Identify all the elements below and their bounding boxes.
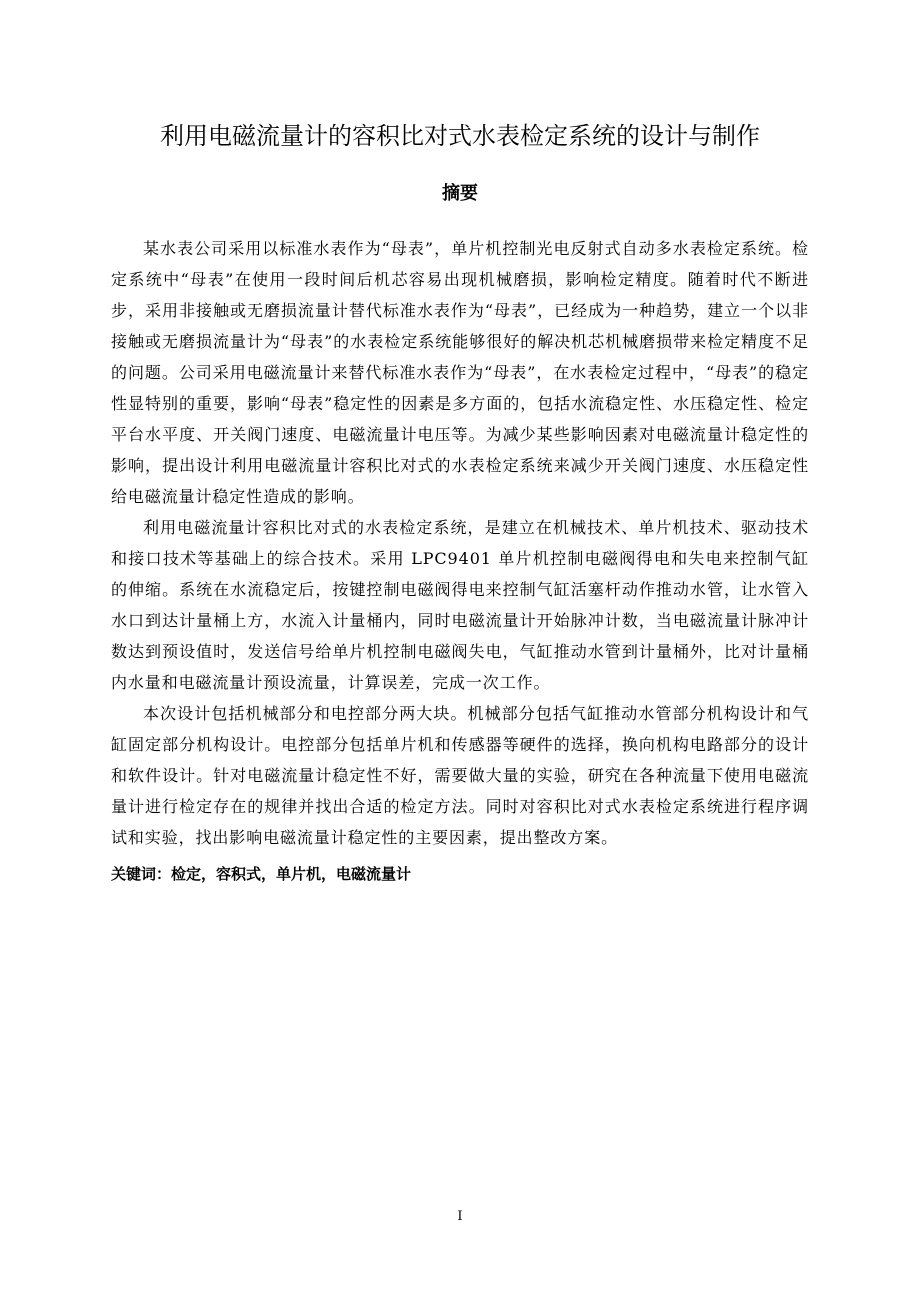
- abstract-heading: 摘要: [442, 183, 478, 204]
- abstract-paragraph: 本次设计包括机械部分和电控部分两大块。机械部分包括气缸推动水管部分机构设计和气缸固定部分机构设计。电控部分包括单片机和传感器等硬件的选择，换向机构电路部分的设计和软件设计。针对电磁流量计稳定性不好，需要做大量的实验，研究在各种流量下使用电磁流量计进行检定存在的规律并找出合适的检定方法。同时对容积比对式水表检定系统进行程序调试和实验，找出影响电磁流量计稳定性的主要因素，提出整改方案。: [111, 704, 809, 847]
- abstract-paragraph: 某水表公司采用以标准水表作为“母表”，单片机控制光电反射式自动多水表检定系统。检定系统中“母表”在使用一段时间后机芯容易出现机械磨损，影响检定精度。随着时代不断进步，采用非接触或无磨损流量计替代标准水表作为“母表”，已经成为一种趋势，建立一个以非接触或无磨损流量计为“母表”的水表检定系统能够很好的解决机芯机械磨损带来检定精度不足的问题。公司采用电磁流量计来替代标准水表作为“母表”，在水表检定过程中，“母表”的稳定性显特别的重要，影响“母表”稳定性的因素是多方面的，包括水流稳定性、水压稳定性、检定平台水平度、开关阀门速度、电磁流量计电压等。为减少某些影响因素对电磁流量计稳定性的影响，提出设计利用电磁流量计容积比对式的水表检定系统来减少开关阀门速度、水压稳定性给电磁流量计稳定性造成的影响。: [111, 239, 809, 506]
- abstract-paragraph: 利用电磁流量计容积比对式的水表检定系统，是建立在机械技术、单片机技术、驱动技术和接口技术等基础上的综合技术。采用 LPC9401 单片机控制电磁阀得电和失电来控制气缸的伸缩。系统在水流稳定后，按键控制电磁阀得电来控制气缸活塞杆动作推动水管，让水管入水口到达计量桶上方，水流入计量桶内，同时电磁流量计开始脉冲计数，当电磁流量计脉冲计数达到预设值时，发送信号给单片机控制电磁阀失电，气缸推动水管到计量桶外，比对计量桶内水量和电磁流量计预设流量，计算误差，完成一次工作。: [111, 518, 809, 692]
- abstract-body: [111, 233, 809, 853]
- page-number: I: [457, 1209, 463, 1224]
- document-title: 利用电磁流量计的容积比对式水表检定系统的设计与制作: [160, 122, 760, 150]
- keywords-line: 关键词：检定，容积式，单片机，电磁流量计: [111, 865, 412, 883]
